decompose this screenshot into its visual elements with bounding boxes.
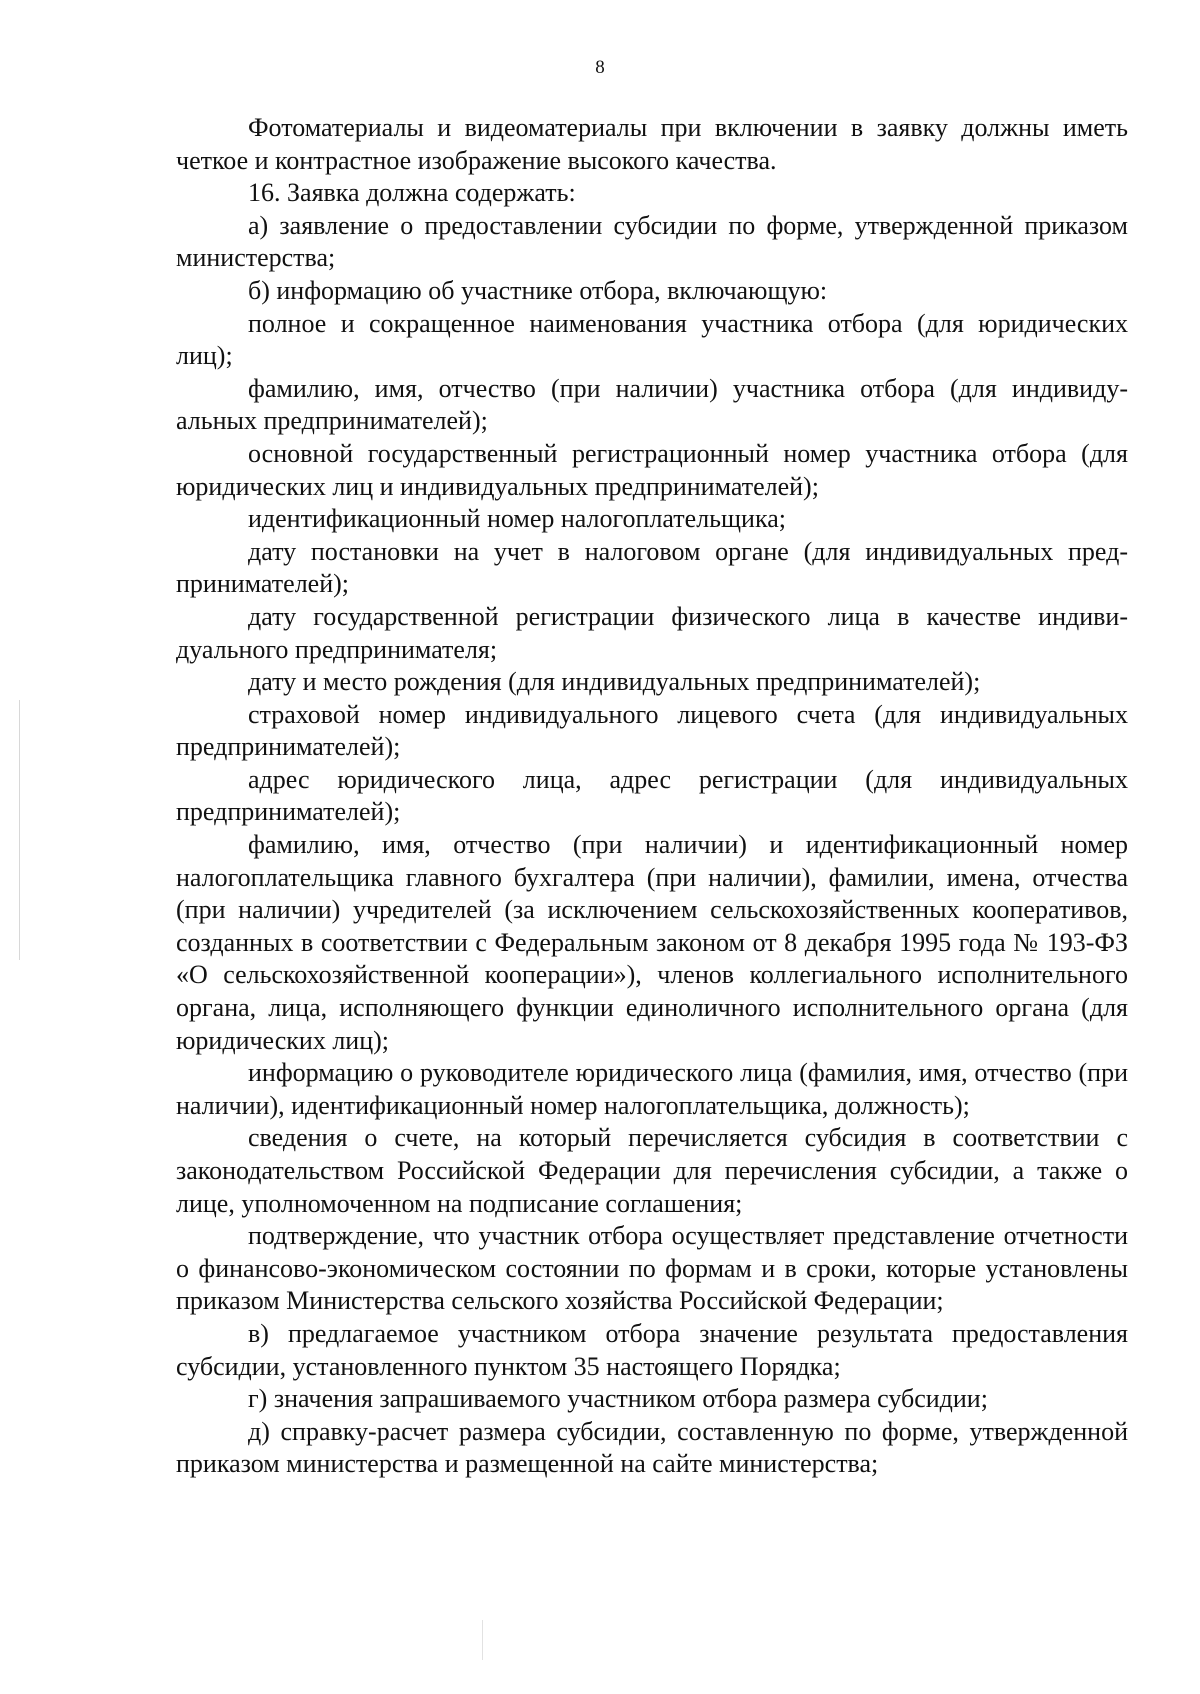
paragraph-chief-accountant-founders: фамилию, имя, отчество (при наличии) и идентификационный номер налогоплательщика главного бухгалтера (при наличии), фамилии, имена, отчества (при наличии) учредителей (за исключением сельскохозяйственных кооперативов, созданных в соответствии с Федеральным законом от 8 декабря 1995 года № 193-ФЗ «О сельскохозяйственной кооперации»), членов коллегиального исполнительного органа, лица, исполняющего функции единоличного исполнительного органа (для юридических лиц); [176,830,1128,1055]
paragraph-subitem-v: в) предлагаемое участником отбора значение результата предоставления субсидии, установленного пунктом 35 настоящего Порядка; [176,1318,1128,1381]
paragraph-state-registration-date: дату государственной регистрации физического лица в качестве индивидуального предпринимателя; [176,601,1128,664]
paragraph-full-short-name: полное и сокращенное наименования участника отбора (для юридических лиц); [176,308,1128,371]
paragraph-snils: страховой номер индивидуального лицевого счета (для индивидуальных предпринимателей); [176,699,1128,762]
paragraph-inn: идентификационный номер налогоплательщика; [248,504,786,534]
document-body [176,112,1128,1481]
paragraph-head-info: информацию о руководителе юридического лица (фамилия, имя, отчество (при наличии), идентификационный номер налогоплательщика, должность); [176,1058,1128,1120]
scan-artifact-bottom [482,1620,483,1660]
paragraph-account-info: сведения о счете, на который перечисляется субсидия в соответствии с законодательством Российской Федерации для перечисления субсидии, а также о лице, уполномоченном на подписание соглашения; [176,1123,1128,1218]
paragraph-ogrn: основной государственный регистрационный номер участника отбора (для юридических лиц и индивидуальных предпринимателей); [176,438,1128,501]
scan-artifact-left [19,700,20,960]
paragraph-subitem-b: б) информацию об участнике отбора, включающую: [248,275,828,305]
paragraph-photo-video-requirements: Фотоматериалы и видеоматериалы при включении в заявку должны иметь четкое и контрастное изображение высокого качества. [176,113,1128,175]
page-number: 8 [595,57,605,78]
paragraph-address: адрес юридического лица, адрес регистрации (для индивидуальных предпринимателей); [176,764,1128,827]
paragraph-fio-participant: фамилию, имя, отчество (при наличии) участника отбора (для индивидуальных предпринимателей); [176,373,1128,436]
paragraph-reporting-confirmation: подтверждение, что участник отбора осуществляет представление отчетности о финансово-экономическом состоянии по формам и в сроки, которые установлены приказом Министерства сельского хозяйства Российской Федерации; [176,1221,1128,1316]
paragraph-birth-date-place: дату и место рождения (для индивидуальных предпринимателей); [248,667,981,697]
paragraph-item-16: 16. Заявка должна содержать: [248,178,576,208]
paragraph-subitem-a: а) заявление о предоставлении субсидии по форме, утвержденной приказом министерства; [176,210,1128,273]
paragraph-tax-registration-date: дату постановки на учет в налоговом органе (для индивидуальных предпринимателей); [176,536,1128,599]
paragraph-subitem-d: д) справку-расчет размера субсидии, составленную по форме, утвержденной приказом министерства и размещенной на сайте министерства; [176,1416,1128,1479]
paragraph-subitem-g: г) значения запрашиваемого участником отбора размера субсидии; [248,1384,988,1414]
